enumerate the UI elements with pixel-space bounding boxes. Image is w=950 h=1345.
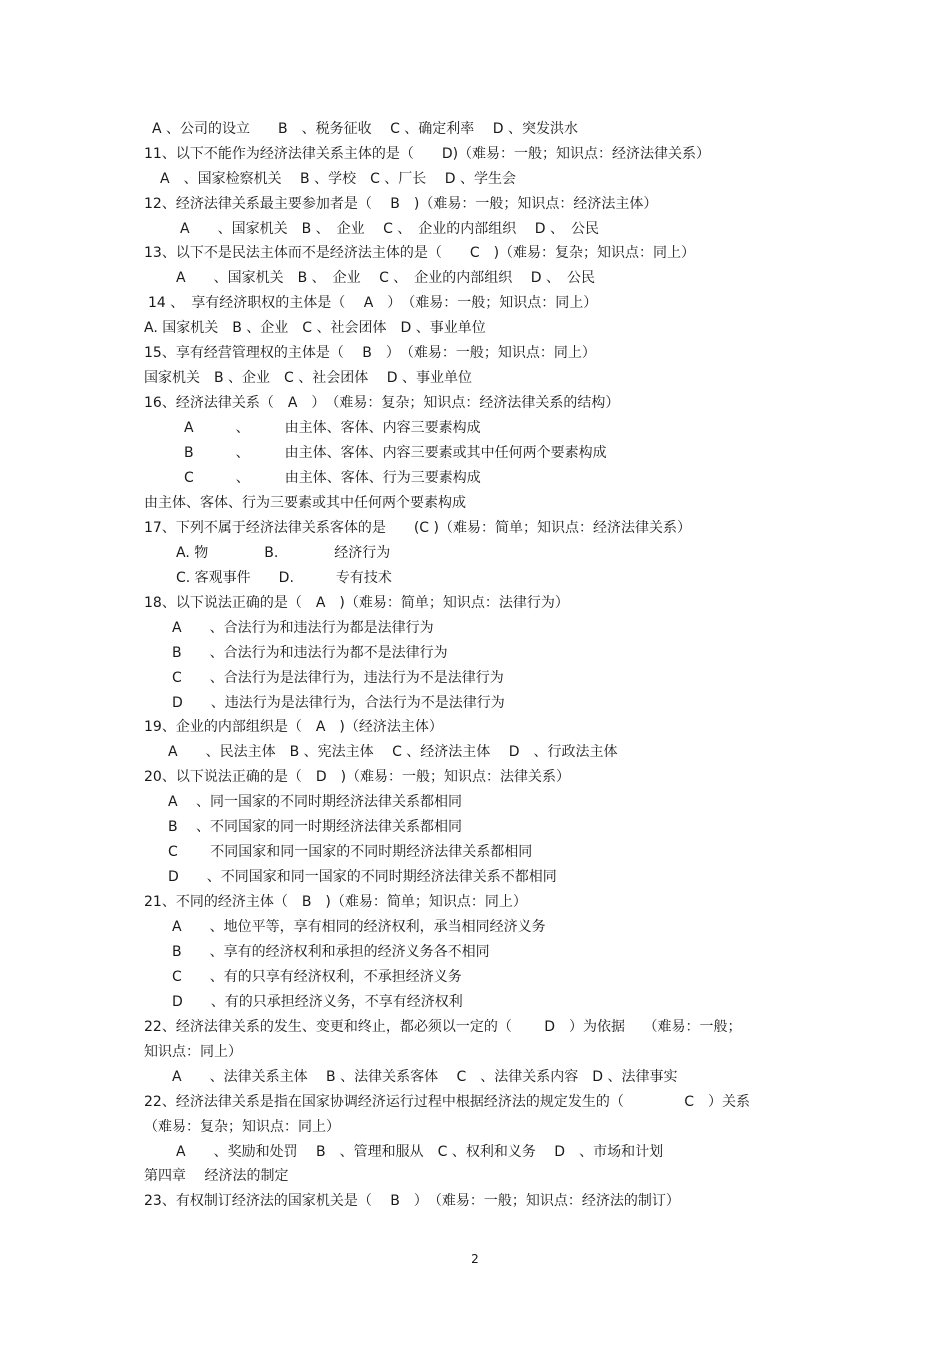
question-15: 15、享有经营管理权的主体是（ B ） （难易：一般；知识点：同上） [144, 345, 596, 361]
question-23: 23、有权制订经济法的国家机关是（ B ） （难易：一般；知识点：经济法的制订） [144, 1193, 680, 1209]
question-11: 11、以下不能作为经济法律关系主体的是（ D)（难易：一般；知识点：经济法律关系） [144, 146, 711, 162]
question-13: 13、以下不是民法主体而不是经济法主体的是（ C )（难易：复杂；知识点：同上） [144, 245, 696, 261]
option-a: A 、地位平等，享有相同的经济权利，承当相同经济义务 [172, 919, 546, 935]
question-22b-cont: （难易：复杂；知识点：同上） [144, 1119, 340, 1135]
question-22b: 22、经济法律关系是指在国家协调经济运行过程中根据经济法的规定发生的（ C ）关系 [144, 1094, 751, 1110]
option-line: A 、国家机关 B 、 企业 C 、 企业的内部组织 D 、 公民 [180, 221, 599, 237]
option-b: B 、不同国家的同一时期经济法律关系都相同 [168, 819, 463, 835]
option-line: A 、国家机关 B 、 企业 C 、 企业的内部组织 D 、 公民 [176, 270, 595, 286]
option-d: D 、不同国家和同一国家的不同时期经济法律关系不都相同 [168, 869, 557, 885]
question-19: 19、企业的内部组织是（ A )（经济法主体） [144, 719, 443, 735]
option-line: A 、公司的设立 B 、税务征收 C 、确定利率 D 、突发洪水 [152, 121, 578, 137]
chapter-heading: 第四章 经济法的制定 [144, 1168, 289, 1184]
option-c: C 不同国家和同一国家的不同时期经济法律关系都相同 [168, 844, 533, 860]
option-c: C 、合法行为是法律行为，违法行为不是法律行为 [172, 670, 504, 686]
option-a: A 、 由主体、客体、内容三要素构成 [184, 420, 481, 436]
question-21: 21、不同的经济主体（ B )（难易：简单；知识点：同上） [144, 894, 527, 910]
option-d: D 、违法行为是法律行为，合法行为不是法律行为 [172, 695, 505, 711]
option-d: D 、有的只承担经济义务，不享有经济权利 [172, 994, 463, 1010]
option-line: C. 客观事件 D. 专有技术 [176, 570, 392, 586]
option-c: C 、 由主体、客体、行为三要素构成 [184, 470, 481, 486]
option-line: 国家机关 B 、企业 C 、社会团体 D 、事业单位 [144, 370, 472, 386]
option-line: A 、民法主体 B 、宪法主体 C 、经济法主体 D 、行政法主体 [168, 744, 618, 760]
question-20: 20、以下说法正确的是（ D )（难易：一般；知识点：法律关系） [144, 769, 571, 785]
option-b: B 、合法行为和违法行为都不是法律行为 [172, 645, 448, 661]
question-18: 18、以下说法正确的是（ A )（难易：简单；知识点：法律行为） [144, 595, 569, 611]
option-line: A. 国家机关 B 、企业 C 、社会团体 D 、事业单位 [144, 320, 486, 336]
option-d: 由主体、客体、行为三要素或其中任何两个要素构成 [144, 495, 466, 511]
option-c: C 、有的只享有经济权利，不承担经济义务 [172, 969, 462, 985]
option-line: A 、法律关系主体 B 、法律关系客体 C 、法律关系内容 D 、法律事实 [172, 1069, 678, 1085]
question-22a: 22、经济法律关系的发生、变更和终止，都必须以一定的（ D ）为依据 （难易：一般； [144, 1019, 742, 1035]
page-number: 2 [471, 1252, 479, 1266]
question-12: 12、经济法律关系最主要参加者是（ B )（难易：一般；知识点：经济法主体） [144, 196, 658, 212]
option-line: A 、奖励和处罚 B 、管理和服从 C 、权利和义务 D 、市场和计划 [176, 1144, 664, 1160]
option-a: A 、同一国家的不同时期经济法律关系都相同 [168, 794, 463, 810]
option-a: A 、合法行为和违法行为都是法律行为 [172, 620, 434, 636]
option-line: A 、国家检察机关 B 、学校 C 、厂长 D 、学生会 [160, 171, 516, 187]
question-16: 16、经济法律关系（ A ） （难易：复杂；知识点：经济法律关系的结构） [144, 395, 620, 411]
option-line: A. 物 B. 经济行为 [176, 545, 391, 561]
option-b: B 、 由主体、客体、内容三要素或其中任何两个要素构成 [184, 445, 607, 461]
question-22a-cont: 知识点：同上） [144, 1044, 242, 1060]
question-14: 14 、 享有经济职权的主体是（ A ） （难易：一般；知识点：同上） [148, 295, 598, 311]
question-17: 17、下列不属于经济法律关系客体的是 (C )（难易：简单；知识点：经济法律关系） [144, 520, 691, 536]
option-b: B 、享有的经济权利和承担的经济义务各不相同 [172, 944, 490, 960]
